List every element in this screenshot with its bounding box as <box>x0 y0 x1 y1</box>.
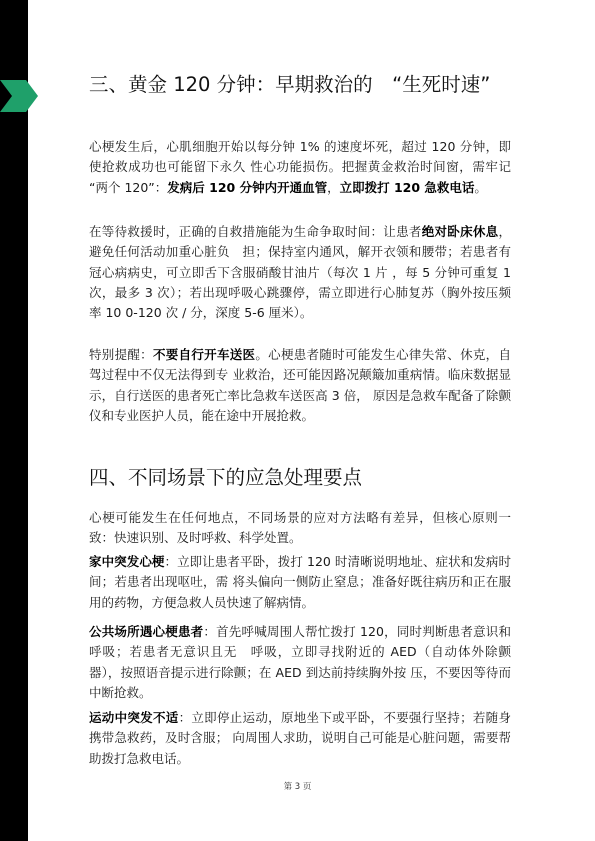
section-4-paragraph-home: 家中突发心梗：立即让患者平卧，拨打 120 时清晰说明地址、症状和发病时间；若患者出现呕吐，需 将头偏向一侧防止窒息；准备好既往病历和正在服用的药物，方便急救人员快速了解病情。 <box>89 554 511 610</box>
left-margin-bar <box>0 0 28 841</box>
chevron-marker-icon <box>0 80 38 112</box>
emphasis: 立即拨打 120 急救电话 <box>339 179 475 195</box>
emphasis: 公共场所遇心梗患者 <box>89 624 204 639</box>
section-4-paragraph-exercise: 运动中突发不适：立即停止运动，原地坐下或平卧，不要强行坚持；若随身携带急救药，及时含服； 向周围人求助，说明自己可能是心脏问题，需要帮助拨打急救电话。 <box>89 710 511 766</box>
section-3-paragraph-3: 特别提醒：不要自行开车送医。心梗患者随时可能发生心律失常、休克，自驾过程中不仅无法得到专 业救治，还可能因路况颠簸加重病情。临床数据显示，自行送医的患者死亡率比急救车送医高 3 倍， 原因是急救车配备了除颤仪和专业医护人员，能在途中开展抢救。 <box>89 347 511 423</box>
emphasis: 家中突发心梗 <box>89 554 165 569</box>
section-4-paragraph-public: 公共场所遇心梗患者：首先呼喊周围人帮忙拨打 120，同时判断患者意识和呼吸；若患者无意识且无 呼吸，立即寻找附近的 AED（自动体外除颤器），按照语音提示进行除颤；在 AED 到达前持续胸外按 压，不要因等待而中断抢救。 <box>89 624 511 700</box>
section-3-paragraph-2: 在等待救援时，正确的自救措施能为生命争取时间：让患者绝对卧床休息，避免任何活动加重心脏负 担；保持室内通风，解开衣领和腰带；若患者有冠心病病史，可立即舌下含服硝酸甘油片（每次 1 片 ，每 5 分钟可重复 1 次，最多 3 次）；若出现呼吸心跳骤停，需立即进行心肺复苏（胸外按压频率 10 0-120 次 / 分，深度 5-6 厘米）。 <box>89 224 511 321</box>
section-4-heading: 四、不同场景下的应急处理要点 <box>89 466 363 489</box>
page-number: 第 3 页 <box>283 782 312 792</box>
section-3-heading: 三、黄金 120 分钟：早期救治的 “生死时速” <box>89 73 491 96</box>
emphasis: 发病后 120 分钟内开通血管 <box>167 179 328 195</box>
emphasis: 运动中突发不适 <box>89 710 179 725</box>
emphasis: 绝对卧床休息 <box>421 224 499 239</box>
emphasis: 不要自行开车送医 <box>152 347 256 362</box>
section-3-paragraph-1: 心梗发生后，心肌细胞开始以每分钟 1% 的速度坏死，超过 120 分钟，即使抢救成功也可能留下永久 性心功能损伤。把握黄金救治时间窗，需牢记 “两个 120”：发病后 120 分钟内开通血管，立即拨打 120 急救电话。 <box>89 139 511 195</box>
section-4-paragraph-1: 心梗可能发生在任何地点，不同场景的应对方法略有差异，但核心原则一致：快速识别、及时呼救、科学处置。 <box>89 510 511 546</box>
